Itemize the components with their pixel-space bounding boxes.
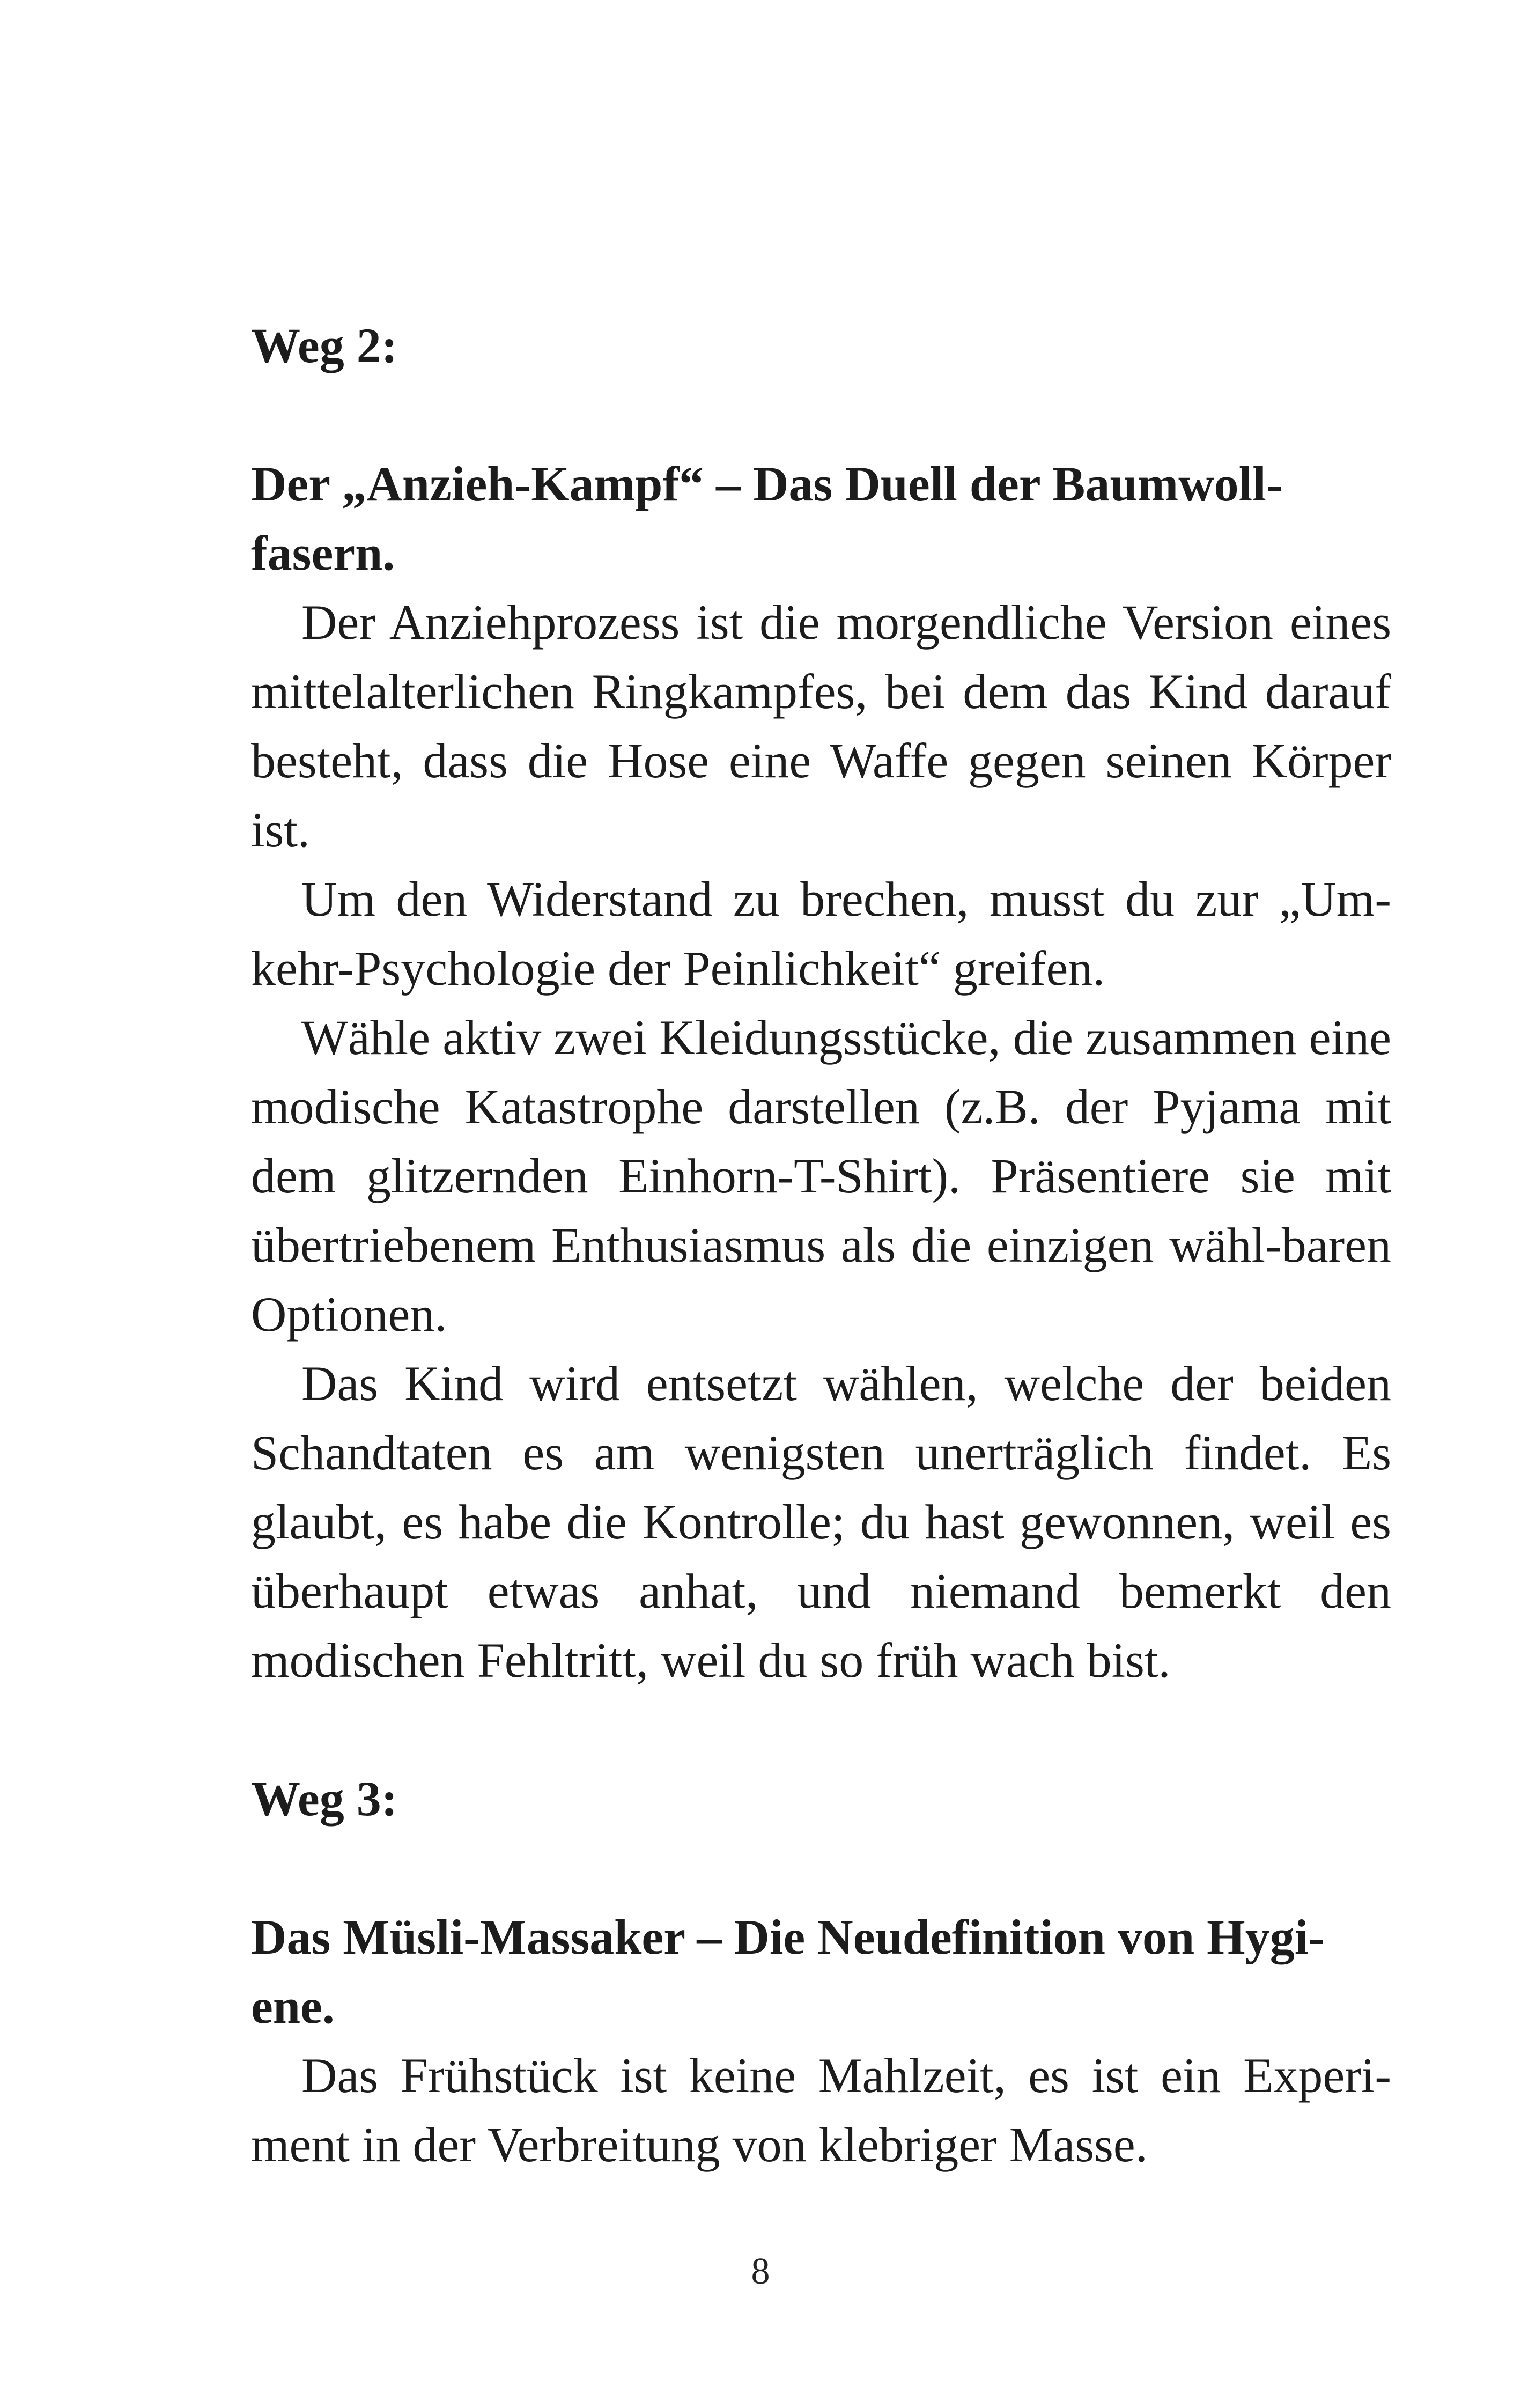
section-heading-weg-3: Das Müsli-Massaker – Die Neudefinition von Hygi-ene. <box>251 1910 1325 2034</box>
spacer <box>251 380 1391 450</box>
page-content <box>251 311 1391 2179</box>
paragraph: Der Anziehprozess ist die morgendliche Version eines mittelalterlichen Ringkampfes, bei dem das Kind darauf besteht, dass die Hose eine Waffe gegen seinen Körper ist. <box>251 595 1391 857</box>
spacer <box>251 1833 1391 1903</box>
paragraph: Das Kind wird entsetzt wählen, welche der beiden Schandtaten es am wenigsten unerträglich findet. Es glaubt, es habe die Kontrolle; du hast gewonnen, weil es überhaupt etwas anhat, und niemand bemerkt den modischen Fehltritt, weil du so früh wach bist. <box>251 1356 1391 1688</box>
paragraph: Wähle aktiv zwei Kleidungsstücke, die zusammen eine modische Katastrophe darstellen (z.B. der Pyjama mit dem glitzernden Einhorn-T-Shirt). Präsentiere sie mit übertriebenem Enthusiasmus als die einzigen wähl-baren Optionen. <box>251 1010 1391 1342</box>
paragraph: Um den Widerstand zu brechen, musst du zur „Um-kehr-Psychologie der Peinlichkeit“ greifen. <box>251 872 1391 996</box>
section-heading-weg-2: Der „Anzieh-Kampf“ – Das Duell der Baumwoll-fasern. <box>251 456 1283 580</box>
page-number: 8 <box>751 2251 770 2292</box>
section-label-weg-3: Weg 3: <box>251 1771 398 1826</box>
spacer <box>251 1695 1391 1764</box>
paragraph: Das Frühstück ist keine Mahlzeit, es ist ein Experi-ment in der Verbreitung von klebriger Masse. <box>251 2048 1391 2172</box>
section-label-weg-2: Weg 2: <box>251 318 398 373</box>
